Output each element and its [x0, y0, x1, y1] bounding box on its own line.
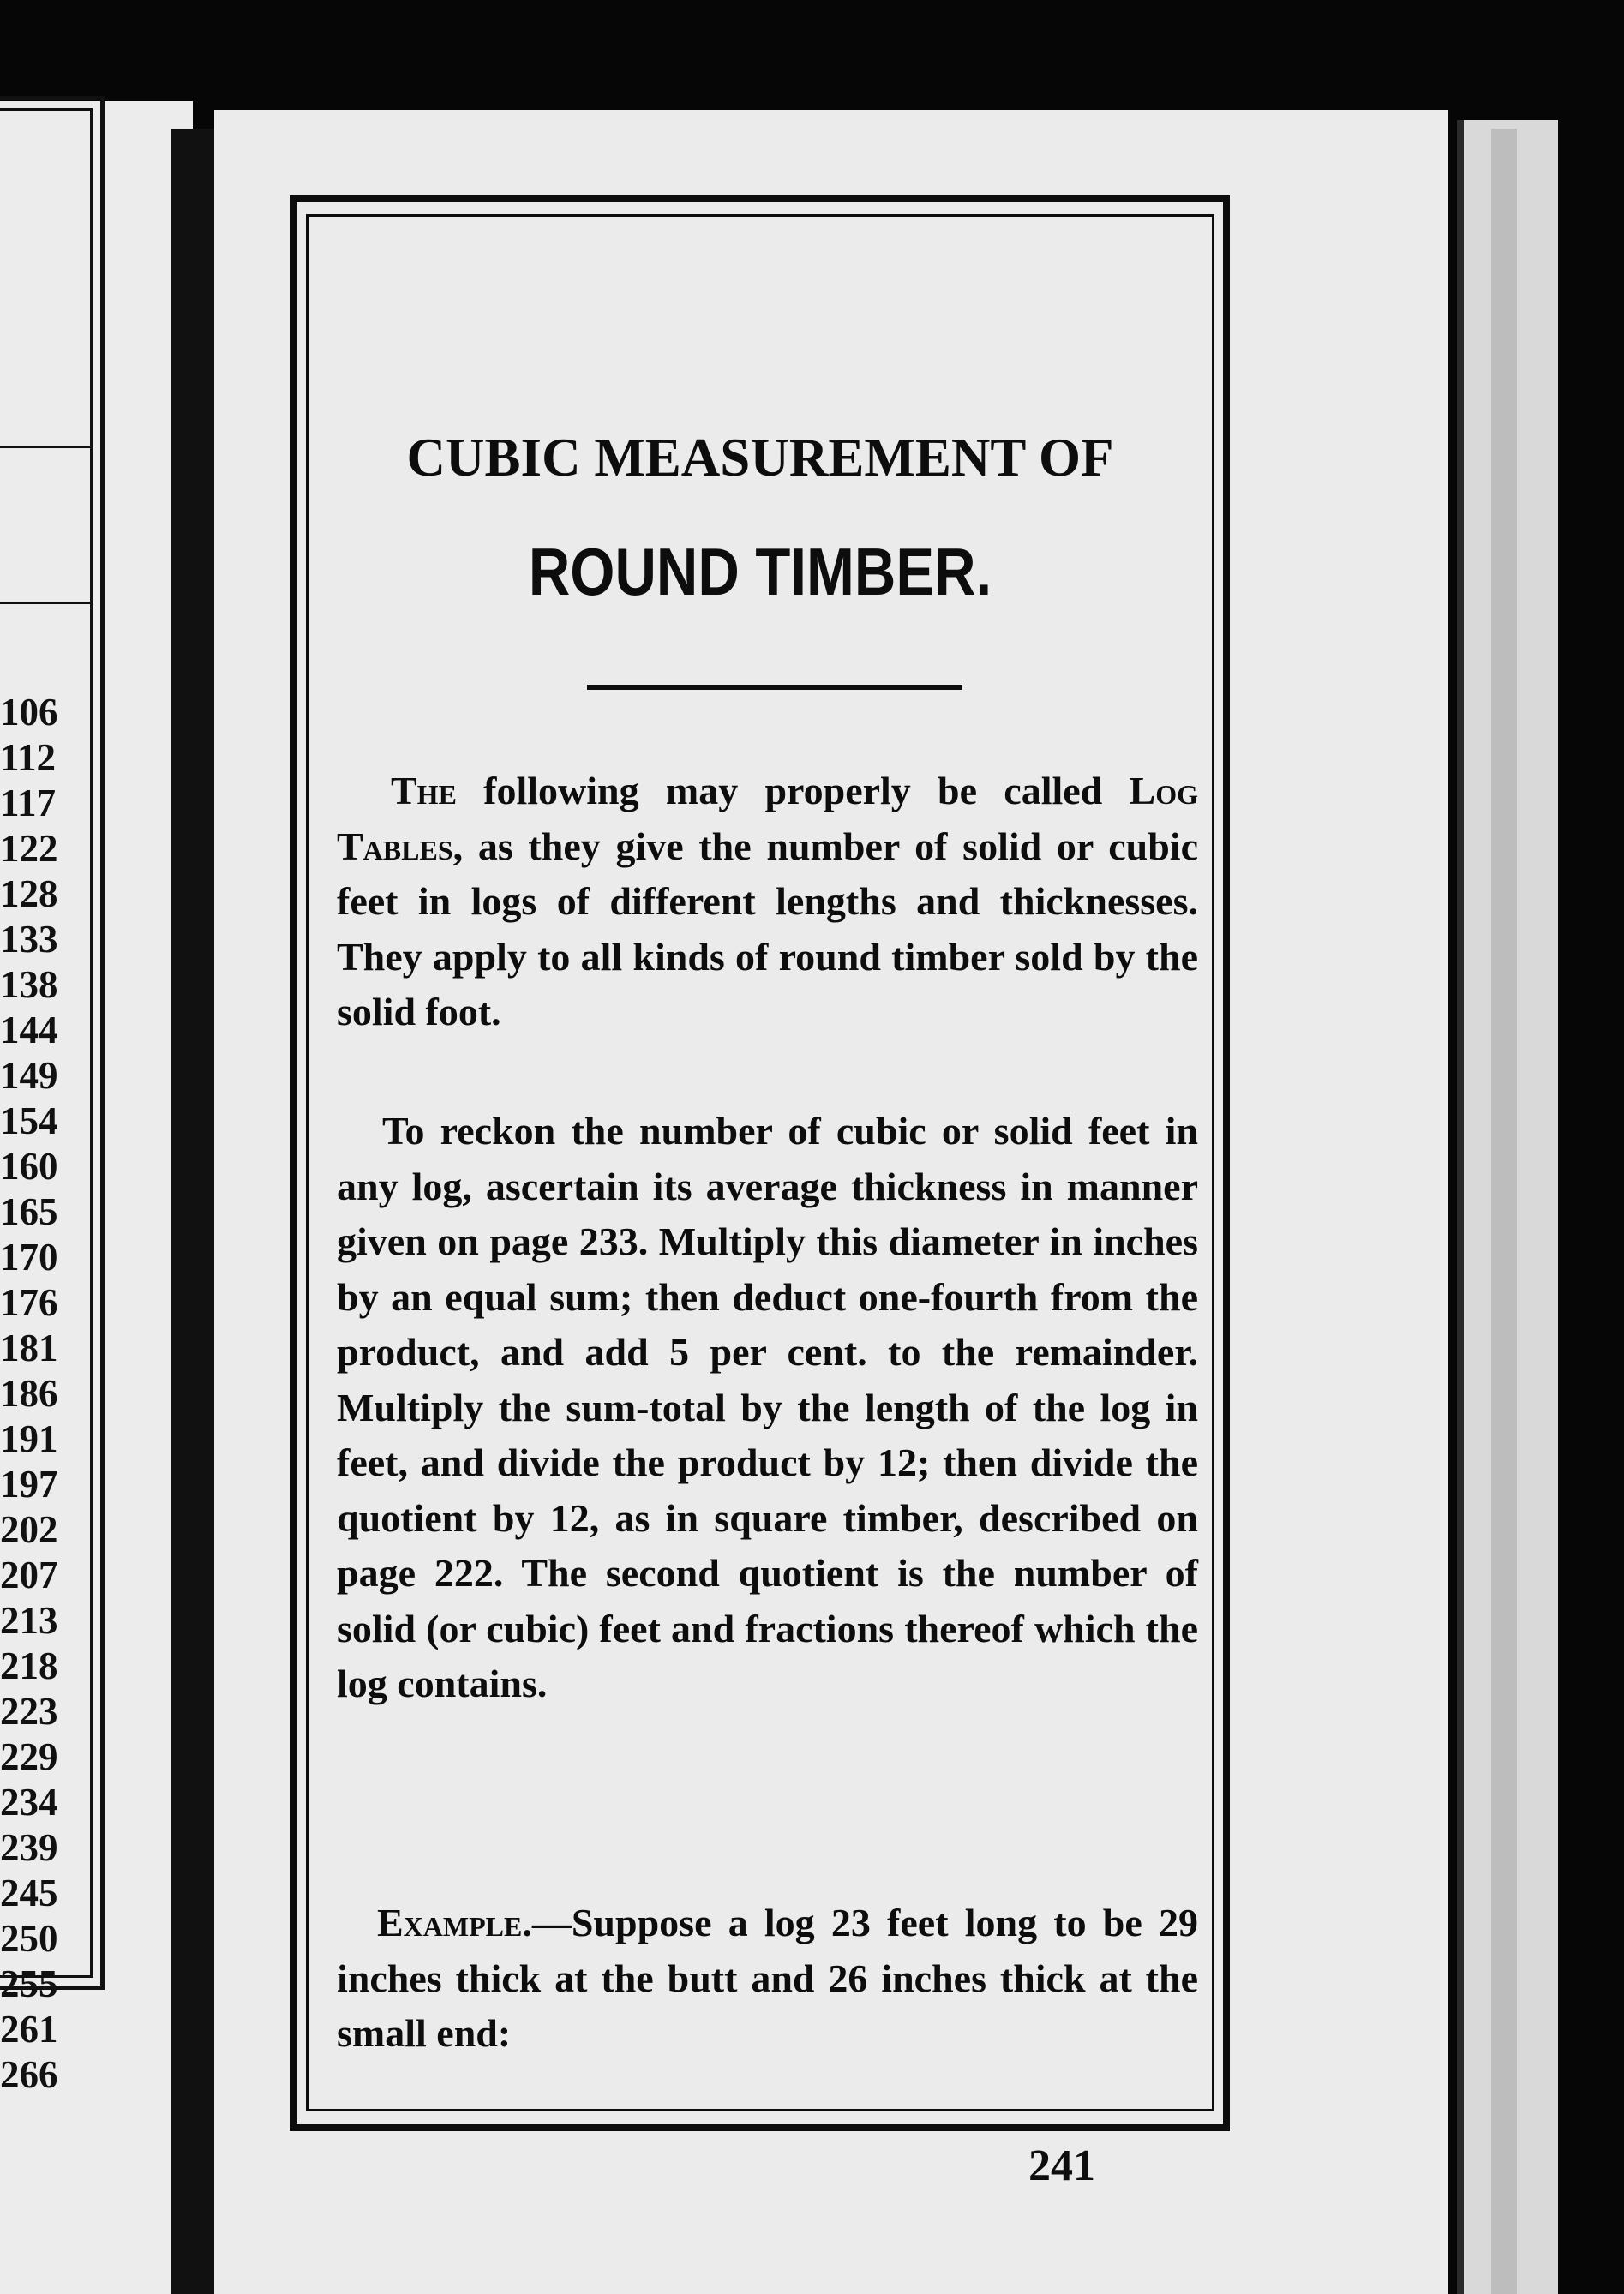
page-title: CUBIC MEASUREMENT OF [406, 428, 1114, 488]
facing-number: 261 [0, 2008, 58, 2051]
facing-number: 250 [0, 1917, 58, 1960]
facing-number: 197 [0, 1463, 58, 1506]
facing-number: 106 [0, 691, 58, 734]
facing-number: 149 [0, 1054, 58, 1097]
facing-number: 245 [0, 1872, 58, 1914]
facing-number: 181 [0, 1327, 58, 1369]
paragraph-text: , as they give the number of solid or cubic feet in logs of different lengths and thicknesses. They apply to all kinds of round timber sold by the solid foot. [337, 824, 1198, 1033]
facing-number: 213 [0, 1599, 58, 1642]
facing-number: 202 [0, 1508, 58, 1551]
paragraph-example [337, 1896, 1198, 2062]
facing-rule [0, 446, 93, 448]
title-rule [587, 685, 962, 690]
page-edge-shadow [1491, 129, 1517, 2294]
facing-number: 186 [0, 1372, 58, 1415]
facing-number: 191 [0, 1417, 58, 1460]
paragraph-text: following may properly be called [456, 769, 1130, 812]
facing-number: 255 [0, 1962, 58, 2005]
facing-number: 138 [0, 963, 58, 1006]
facing-rule [0, 602, 93, 604]
facing-number: 239 [0, 1826, 58, 1869]
facing-number: 117 [0, 782, 57, 824]
facing-number: 165 [0, 1190, 58, 1233]
facing-number: 128 [0, 872, 58, 915]
facing-number: 112 [0, 736, 57, 779]
paragraph-method: To reckon the number of cubic or solid feet in any log, ascertain its average thickness in manner given on page 233. Multiply this diameter in inches by an equal sum; then deduct one-fourth from the product, and add 5 per cent. to the remainder. Multiply the sum-total by the length of the log in feet, and divide the product by 12; then divide the quotient by 12, as in square timber, described on page 222. The second quotient is the number of solid (or cubic) feet and fractions thereof which the log contains. [337, 1109, 1198, 1705]
facing-number: 207 [0, 1554, 58, 1596]
page-number: 241 [1028, 2141, 1095, 2190]
facing-number: 176 [0, 1281, 58, 1324]
facing-number: 229 [0, 1735, 58, 1778]
facing-number: 170 [0, 1236, 58, 1279]
facing-number: 218 [0, 1644, 58, 1687]
facing-number: 144 [0, 1009, 58, 1051]
example-label: Example. [377, 1901, 532, 1944]
facing-number: 133 [0, 918, 58, 961]
facing-number: 122 [0, 827, 58, 870]
paragraph-text: —Suppose a log 23 feet long to be 29 inches thick at the butt and 26 inches thick at the small end: [337, 1901, 1198, 2055]
lead-word: The [391, 769, 457, 812]
facing-number-column [0, 690, 58, 2098]
paragraph-intro [337, 764, 1198, 1040]
facing-number: 154 [0, 1099, 58, 1142]
book-gutter [171, 129, 216, 2294]
term-log-tables: Log Tables [337, 769, 1198, 868]
facing-number: 223 [0, 1690, 58, 1733]
facing-number: 266 [0, 2053, 58, 2096]
page-subtitle: ROUND TIMBER. [528, 534, 992, 609]
facing-number: 234 [0, 1781, 58, 1824]
facing-number: 160 [0, 1145, 58, 1188]
